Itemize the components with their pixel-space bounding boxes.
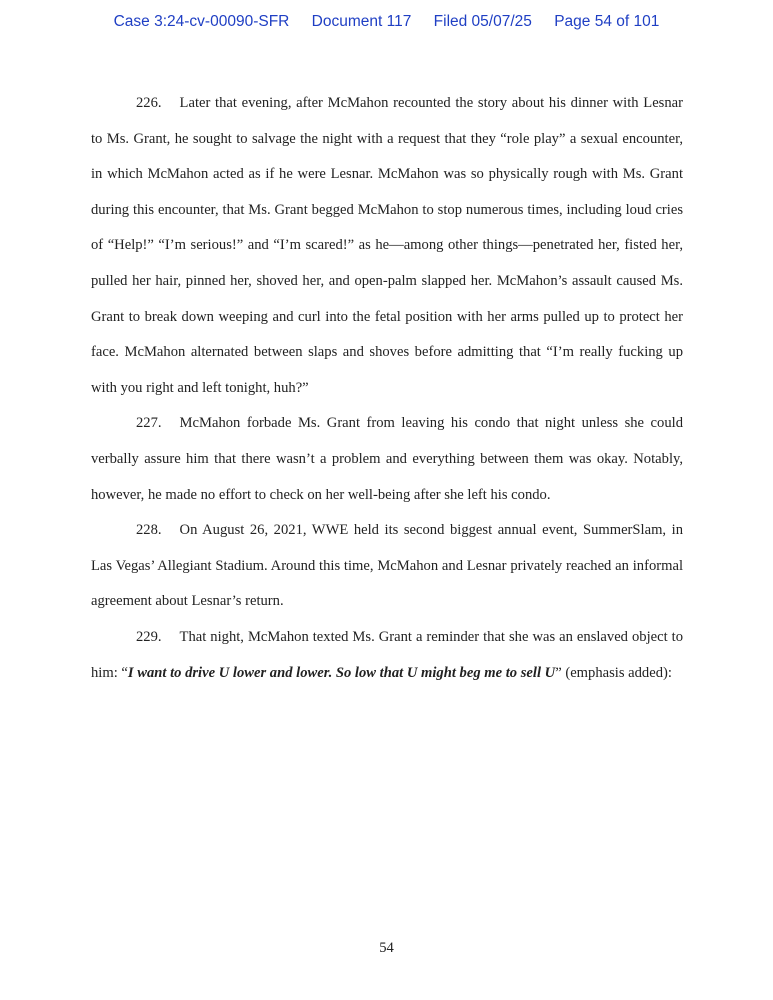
- case-number: Case 3:24-cv-00090-SFR: [113, 13, 290, 30]
- paragraph-226: [91, 86, 683, 406]
- paragraph-228: [91, 513, 683, 620]
- paragraph-text: McMahon forbade Ms. Grant from leaving his condo that night unless she could verbally assure him that there wasn’t a problem and everything between them was okay. Notably, however, he made no effort to check on her well-being after she left his condo.: [91, 415, 683, 503]
- paragraph-text: That night, McMahon texted Ms. Grant a reminder that she was an enslaved object to him: “: [91, 628, 683, 681]
- page-number: 54: [379, 940, 394, 956]
- paragraph-text: Later that evening, after McMahon recounted the story about his dinner with Lesnar to Ms. Grant, he sought to salvage the night with a request that they “role play” a sexual encounter, in which McMahon acted as if he were Lesnar. McMahon was so physically rough with Ms. Grant during this encounter, that Ms. Grant begged McMahon to stop numerous times, including loud cries of “Help!” “I’m serious!” and “I’m scared!” as he—among other things—penetrated her, fisted her, pulled her hair, pinned her, shoved her, and open-palm slapped her. McMahon’s assault caused Ms. Grant to break down weeping and curl into the fetal position with her arms pulled up to protect her face. McMahon alternated between slaps and shoves before admitting that “I’m really fucking up with you right and left tonight, huh?”: [91, 95, 683, 396]
- paragraph-text-end: ” (emphasis added):: [555, 664, 672, 681]
- document-number: Document 117: [311, 13, 412, 30]
- document-body: [91, 86, 683, 691]
- paragraph-number: 228.: [136, 522, 162, 539]
- page-count: Page 54 of 101: [554, 13, 660, 30]
- filed-date: Filed 05/07/25: [433, 13, 532, 30]
- quoted-text-emphasis: I want to drive U lower and lower. So low that U might beg me to sell U: [127, 664, 556, 681]
- paragraph-number: 229.: [136, 628, 162, 645]
- paragraph-number: 226.: [136, 95, 162, 111]
- paragraph-number: 227.: [136, 415, 162, 432]
- paragraph-229: [91, 620, 683, 691]
- paragraph-227: [91, 406, 683, 513]
- filing-header: [0, 13, 773, 31]
- paragraph-text: On August 26, 2021, WWE held its second biggest annual event, SummerSlam, in Las Vegas’ Allegiant Stadium. Around this time, McMahon and Lesnar privately reached an informal agreement about Lesnar’s return.: [91, 522, 683, 610]
